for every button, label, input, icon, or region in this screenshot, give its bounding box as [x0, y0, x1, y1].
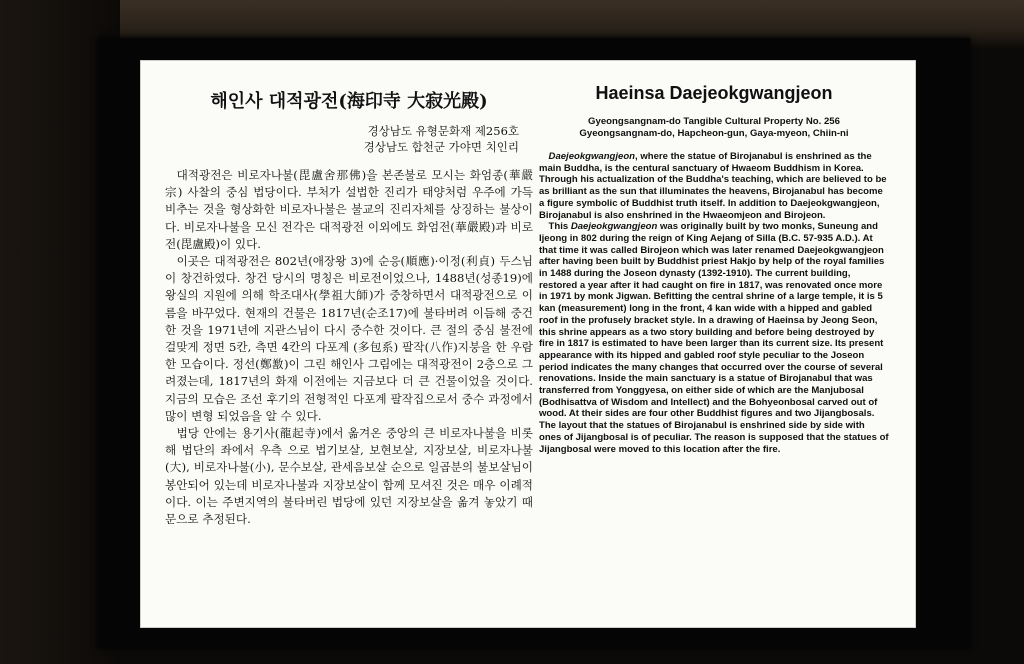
- english-column: [539, 83, 889, 455]
- information-sign-panel: [140, 60, 916, 628]
- english-paragraph-1-lead: Daejeokgwangjeon: [548, 151, 636, 162]
- english-location: Gyeongsangnam-do, Hapcheon-gun, Gaya-myeon, Chiin-ni: [579, 128, 849, 139]
- korean-body: [165, 167, 533, 528]
- english-paragraph-1: [539, 151, 889, 221]
- english-paragraph-2: [539, 221, 889, 455]
- korean-paragraph-2: 이곳은 대적광전은 802년(애장왕 3)에 순응(順應)·이정(利貞) 두스님이 창건하였다. 창건 당시의 명칭은 비로전이었으나, 1488년(성종19)에 왕실의 지원에 의해 학조대사(學祖大師)가 중창하면서 대적광전으로 이름을 바꾸었다. 현재의 건물은 1817년(순조17)에 불타버려 이듬해 중건한 것을 1971년에 지관스님이 다시 중수한 것이다. 큰 절의 중심 불전에 걸맞게 정면 5칸, 측면 4칸의 다포계 (多包系) 팔작(八作)지붕을 한 우람한 모습이다. 정선(鄭敾)이 그린 해인사 그림에는 대적광전이 2층으로 그려졌는데, 1817년의 화재 이전에는 지금보다 더 큰 건물이었을 것이다. 지금의 모습은 조선 후기의 전형적인 다포계 팔작집으로서 중수 과정에서 많이 변형 되었음을 알 수 있다.: [165, 254, 533, 423]
- korean-location: 경상남도 합천군 가야면 치인리: [363, 140, 519, 154]
- english-paragraph-1-text: , where the statue of Birojanabul is enshrined as the main Buddha, is the centural sanctuary of Hwaeom Buddhism in Korea. Through his actualization of the Buddha's teaching, which are believed to be as brilliant as the sun that illuminates the heavens, Birojanabul has become a figure symbolic of Buddhist truth itself. In addition to Daejeokgwangjeon, Birojanabul is also enshrined in the Hwaeomjeon and Birojeon.: [539, 151, 887, 221]
- korean-title: 해인사 대적광전(海印寺 大寂光殿): [210, 91, 488, 112]
- english-paragraph-2-pre: This: [548, 221, 571, 233]
- english-paragraph-2-lead: Daejeokgwangjeon: [570, 221, 658, 233]
- korean-designation: 경상남도 유형문화재 제256호: [367, 124, 519, 138]
- english-paragraph-2-text: was originally built by two monks, Suneung and Ijeong in 802 during the reign of King Aejang of Silla (B.C. 57-935 A.D.). At that time it was called Birojeon which was later renamed Daejeokgwangjeon after having been built by Buddhist priest Hakjo by help of the royal families in 1488 during the Joseon dynasty (1392-1910). The current building, restored a year after it had caught on fire in 1817, was renovated once more in 1971 by monk Jigwan. Befitting the central shrine of a large temple, it is 5 kan (measurement) long in the front, 4 kan wide with a hipped and gabled roof in the profusely bracket style. In a drawing of Haeinsa by Jeong Seon, this shrine appears as a two story building and before being destroyed by fire in 1817 is estimated to have been larger than its current size. Its present appearance with its hipped and gabled roof style peculiar to the Joseon period indicates the many changes that occurred over the course of several renovations. Inside the main sanctuary is a statue of Birojanabul that was transferred from Yonggyesa, on either side of which are the Manjubosal (Bodhisattva of Wisdom and Intellect) and the Bohyeonbosal carved out of wood. At their sides are four other Buddhist figures and two Jijangbosals. The layout that the statues of Birojanabul is enshrined side by side with ones of Jijangbosal is of peculiar. The reason is supposed that the statues of Jijangbosal were moved to this location after the fire.: [539, 221, 889, 455]
- korean-paragraph-1: 대적광전은 비로자나불(毘盧舍那佛)을 본존불로 모시는 화엄종(華嚴宗) 사찰의 중심 법당이다. 부처가 설법한 진리가 태양처럼 우주에 가득 비추는 것을 형상화한 비로자나불은 불교의 진리자체를 상징하는 불상이다. 비로자나불을 모신 전각은 대적광전 이외에도 화엄전(華嚴殿)과 비로전(毘盧殿)이 있다.: [165, 168, 533, 251]
- korean-column: [165, 87, 533, 528]
- english-title: Haeinsa Daejeokgwangjeon: [595, 83, 833, 103]
- korean-subtitle: [165, 123, 533, 155]
- english-subtitle: [539, 116, 889, 140]
- english-designation: Gyeongsangnam-do Tangible Cultural Property No. 256: [588, 116, 840, 127]
- english-body: [539, 151, 889, 455]
- korean-paragraph-3: 법당 안에는 용기사(龍起寺)에서 옮겨온 중앙의 큰 비로자나불을 비롯해 법단의 좌에서 우측 으로 법기보살, 보현보살, 지장보살, 비로자나불(大), 비로자나불(小), 문수보살, 관세음보살 순으로 일곱분의 불보살님이 봉안되어 있는데 비로자나불과 지장보살이 함께 모셔진 것은 매우 이례적이다. 이는 주변지역의 불타버린 법당에 있던 지장보살을 옮겨 놓았기 때문으로 추정된다.: [165, 426, 533, 527]
